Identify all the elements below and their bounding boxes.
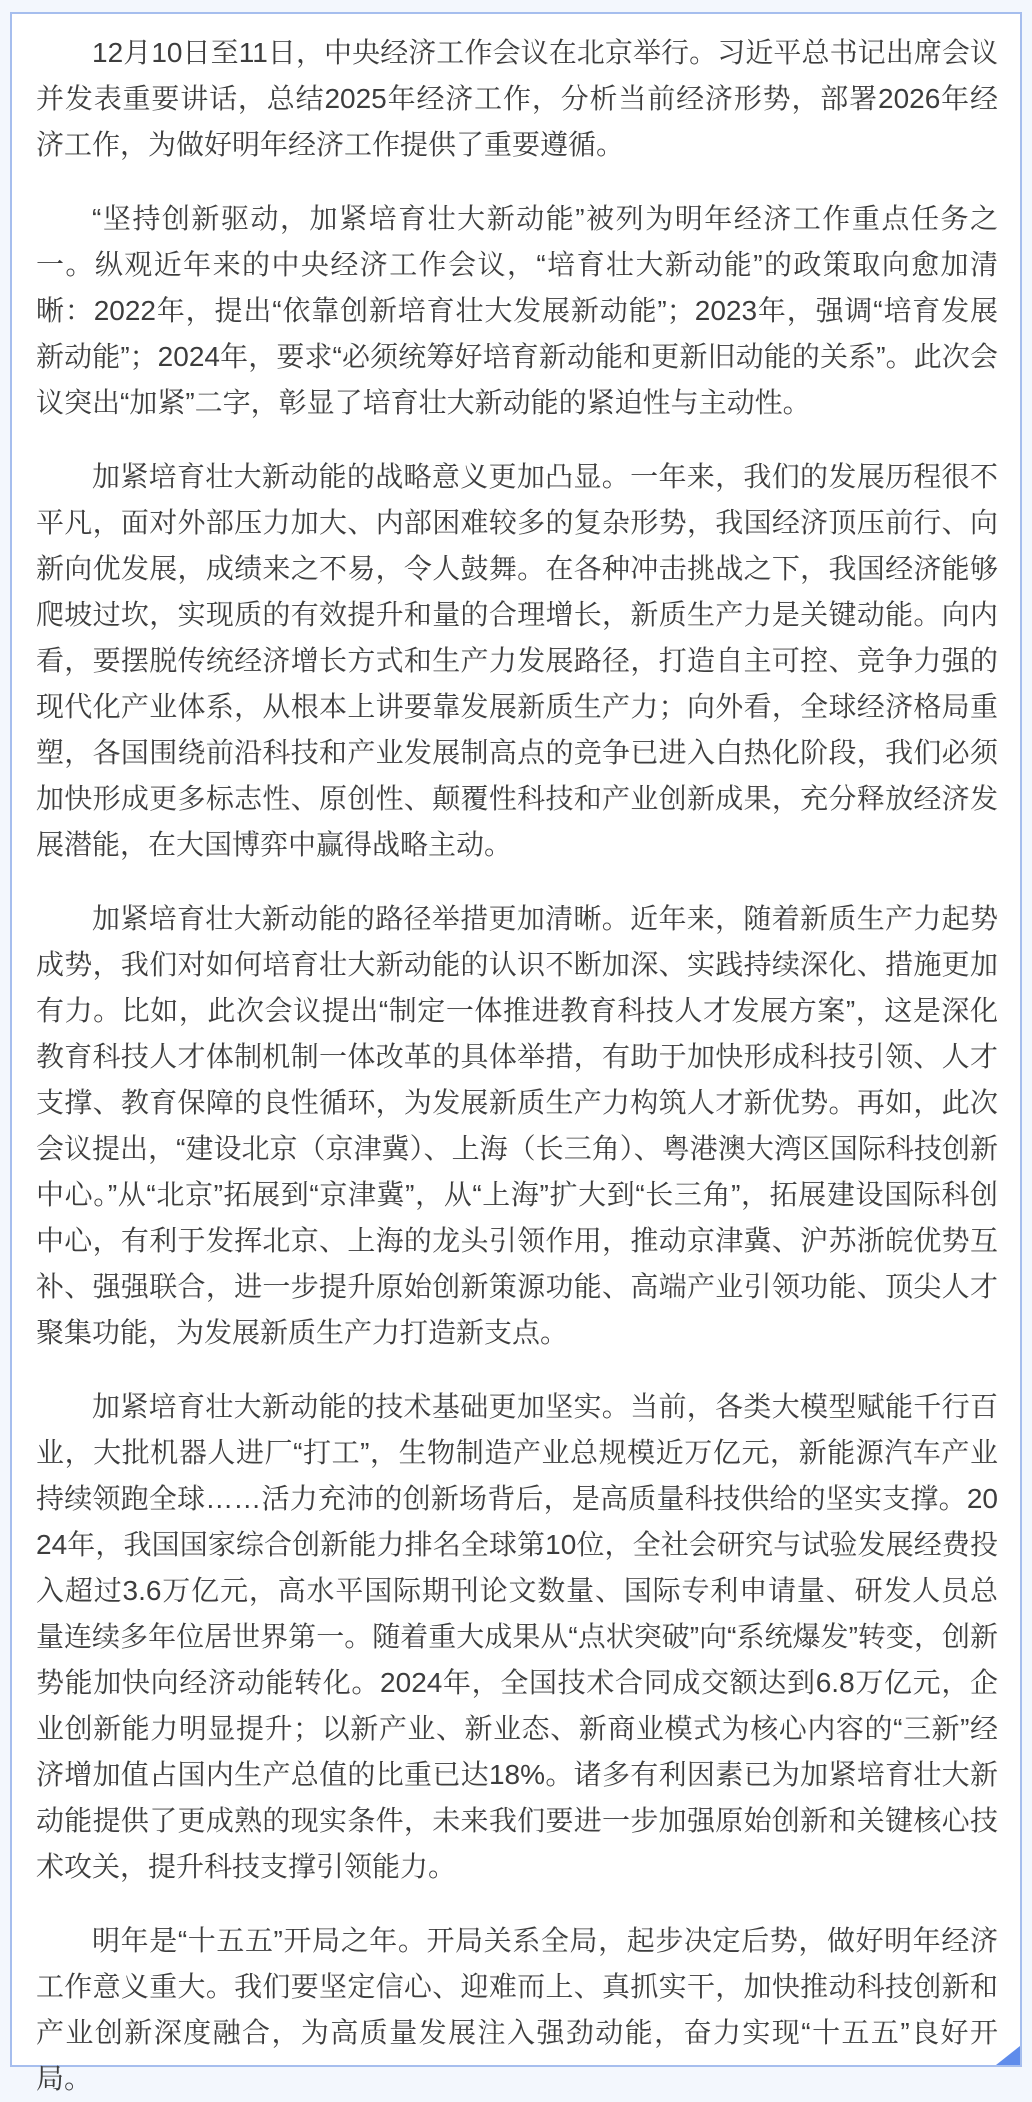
paragraph: “坚持创新驱动，加紧培育壮大新动能”被列为明年经济工作重点任务之一。纵观近年来的中央经济工作会议，“培育壮大新动能”的政策取向愈加清晰：2022年，提出“依靠创新培育壮大发展新动能”；2023年，强调“培育发展新动能”；2024年，要求“必须统筹好培育新动能和更新旧动能的关系”。此次会议突出“加紧”二字，彰显了培育壮大新动能的紧迫性与主动性。: [36, 203, 998, 418]
paragraph: 加紧培育壮大新动能的战略意义更加凸显。一年来，我们的发展历程很不平凡，面对外部压力加大、内部困难较多的复杂形势，我国经济顶压前行、向新向优发展，成绩来之不易，令人鼓舞。在各种冲击挑战之下，我国经济能够爬坡过坎，实现质的有效提升和量的合理增长，新质生产力是关键动能。向内看，要摆脱传统经济增长方式和生产力发展路径，打造自主可控、竞争力强的现代化产业体系，从根本上讲要靠发展新质生产力；向外看，全球经济格局重塑，各国围绕前沿科技和产业发展制高点的竞争已进入白热化阶段，我们必须加快形成更多标志性、原创性、颠覆性科技和产业创新成果，充分释放经济发展潜能，在大国博弈中赢得战略主动。: [36, 461, 998, 860]
paragraph: 12月10日至11日，中央经济工作会议在北京举行。习近平总书记出席会议并发表重要讲话，总结2025年经济工作，分析当前经济形势，部署2026年经济工作，为做好明年经济工作提供了重要遵循。: [36, 37, 998, 160]
fold-corner-triangle: [996, 2046, 1020, 2065]
paragraph: 加紧培育壮大新动能的技术基础更加坚实。当前，各类大模型赋能千行百业，大批机器人进厂“打工”，生物制造产业总规模近万亿元，新能源汽车产业持续领跑全球……活力充沛的创新场背后，是高质量科技供给的坚实支撑。2024年，我国国家综合创新能力排名全球第10位，全社会研究与试验发展经费投入超过3.6万亿元，高水平国际期刊论文数量、国际专利申请量、研发人员总量连续多年位居世界第一。随着重大成果从“点状突破”向“系统爆发”转变，创新势能加快向经济动能转化。2024年，全国技术合同成交额达到6.8万亿元，企业创新能力明显提升；以新产业、新业态、新商业模式为核心内容的“三新”经济增加值占国内生产总值的比重已达18%。诸多有利因素已为加紧培育壮大新动能提供了更成熟的现实条件，未来我们要进一步加强原始创新和关键核心技术攻关，提升科技支撑引领能力。: [36, 1391, 998, 1882]
article-panel: [10, 12, 1022, 2094]
paragraph: 加紧培育壮大新动能的路径举措更加清晰。近年来，随着新质生产力起势成势，我们对如何培育壮大新动能的认识不断加深、实践持续深化、措施更加有力。比如，此次会议提出“制定一体推进教育科技人才发展方案”，这是深化教育科技人才体制机制一体改革的具体举措，有助于加快形成科技引领、人才支撑、教育保障的良性循环，为发展新质生产力构筑人才新优势。再如，此次会议提出，“建设北京（京津冀）、上海（长三角）、粤港澳大湾区国际科技创新中心。”从“北京”拓展到“京津冀”，从“上海”扩大到“长三角”，拓展建设国际科创中心，有利于发挥北京、上海的龙头引领作用，推动京津冀、沪苏浙皖优势互补、强强联合，进一步提升原始创新策源功能、高端产业引领功能、顶尖人才聚集功能，为发展新质生产力打造新支点。: [36, 903, 998, 1348]
paragraph: 明年是“十五五”开局之年。开局关系全局，起步决定后势，做好明年经济工作意义重大。我们要坚定信心、迎难而上、真抓实干，加快推动科技创新和产业创新深度融合，为高质量发展注入强劲动能，奋力实现“十五五”良好开局。: [36, 1925, 998, 2094]
article-body: [36, 30, 998, 2102]
